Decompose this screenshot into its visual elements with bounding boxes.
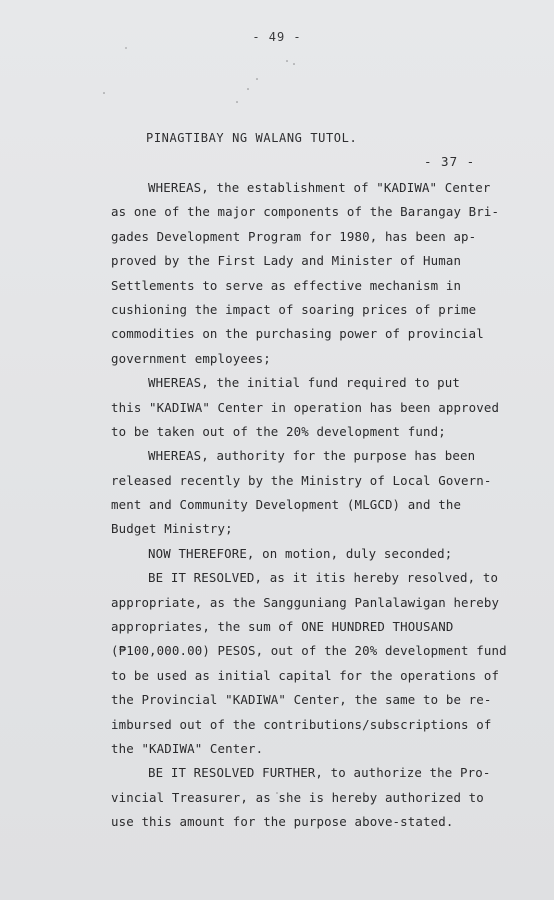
text-line: government employees; xyxy=(111,350,271,366)
text-line: vincial Treasurer, as she is hereby authorized to xyxy=(111,789,484,805)
text-line: BE IT RESOLVED FURTHER, to authorize the Pro- xyxy=(148,765,491,781)
text-line: the Provincial "KADIWA" Center, the same to be re- xyxy=(111,692,492,708)
scan-speck xyxy=(286,60,288,62)
page-number-right: - 37 - xyxy=(424,154,476,169)
text-line: this "KADIWA" Center in operation has been approved xyxy=(111,399,500,415)
text-line: WHEREAS, the establishment of "KADIWA" Center xyxy=(148,180,491,195)
text-line: WHEREAS, authority for the purpose has been xyxy=(148,448,476,464)
text-line: commodities on the purchasing power of provincial xyxy=(111,326,484,342)
resolution-body xyxy=(111,176,507,835)
text-line: to be taken out of the 20% development fund; xyxy=(111,423,446,439)
text-line: Budget Ministry; xyxy=(111,521,233,537)
text-line: released recently by the Ministry of Local Govern- xyxy=(111,472,492,488)
text-line: (₱100,000.00) PESOS, out of the 20% development fund xyxy=(111,643,507,659)
text-line: cushioning the impact of soaring prices of prime xyxy=(111,301,477,317)
scan-speck xyxy=(103,92,105,94)
text-line: NOW THEREFORE, on motion, duly seconded; xyxy=(148,545,453,561)
text-line: Settlements to serve as effective mechanism in xyxy=(111,277,462,293)
scan-speck xyxy=(247,88,249,90)
text-line: the "KADIWA" Center. xyxy=(111,740,264,756)
text-line: to be used as initial capital for the operations of xyxy=(111,667,500,683)
text-line: appropriates, the sum of ONE HUNDRED THOUSAND xyxy=(111,619,454,635)
text-line: gades Development Program for 1980, has been ap- xyxy=(111,228,477,244)
scan-speck xyxy=(125,47,127,49)
text-line: WHEREAS, the initial fund required to put xyxy=(148,375,461,391)
text-line: imbursed out of the contributions/subscriptions of xyxy=(111,716,492,732)
approval-heading: PINAGTIBAY NG WALANG TUTOL. xyxy=(146,131,358,145)
scan-speck xyxy=(256,78,258,80)
scan-speck xyxy=(293,63,295,65)
scan-speck xyxy=(236,101,238,103)
text-line: ment and Community Development (MLGCD) and the xyxy=(111,497,462,513)
text-line: BE IT RESOLVED, as it itis hereby resolved, to xyxy=(148,570,499,586)
text-line: proved by the First Lady and Minister of Human xyxy=(111,253,462,269)
text-line: as one of the major components of the Barangay Bri- xyxy=(111,204,500,220)
text-line: appropriate, as the Sangguniang Panlalawigan hereby xyxy=(111,594,500,610)
page-number-top: - 49 - xyxy=(252,30,302,44)
text-line: use this amount for the purpose above-stated. xyxy=(111,814,454,830)
